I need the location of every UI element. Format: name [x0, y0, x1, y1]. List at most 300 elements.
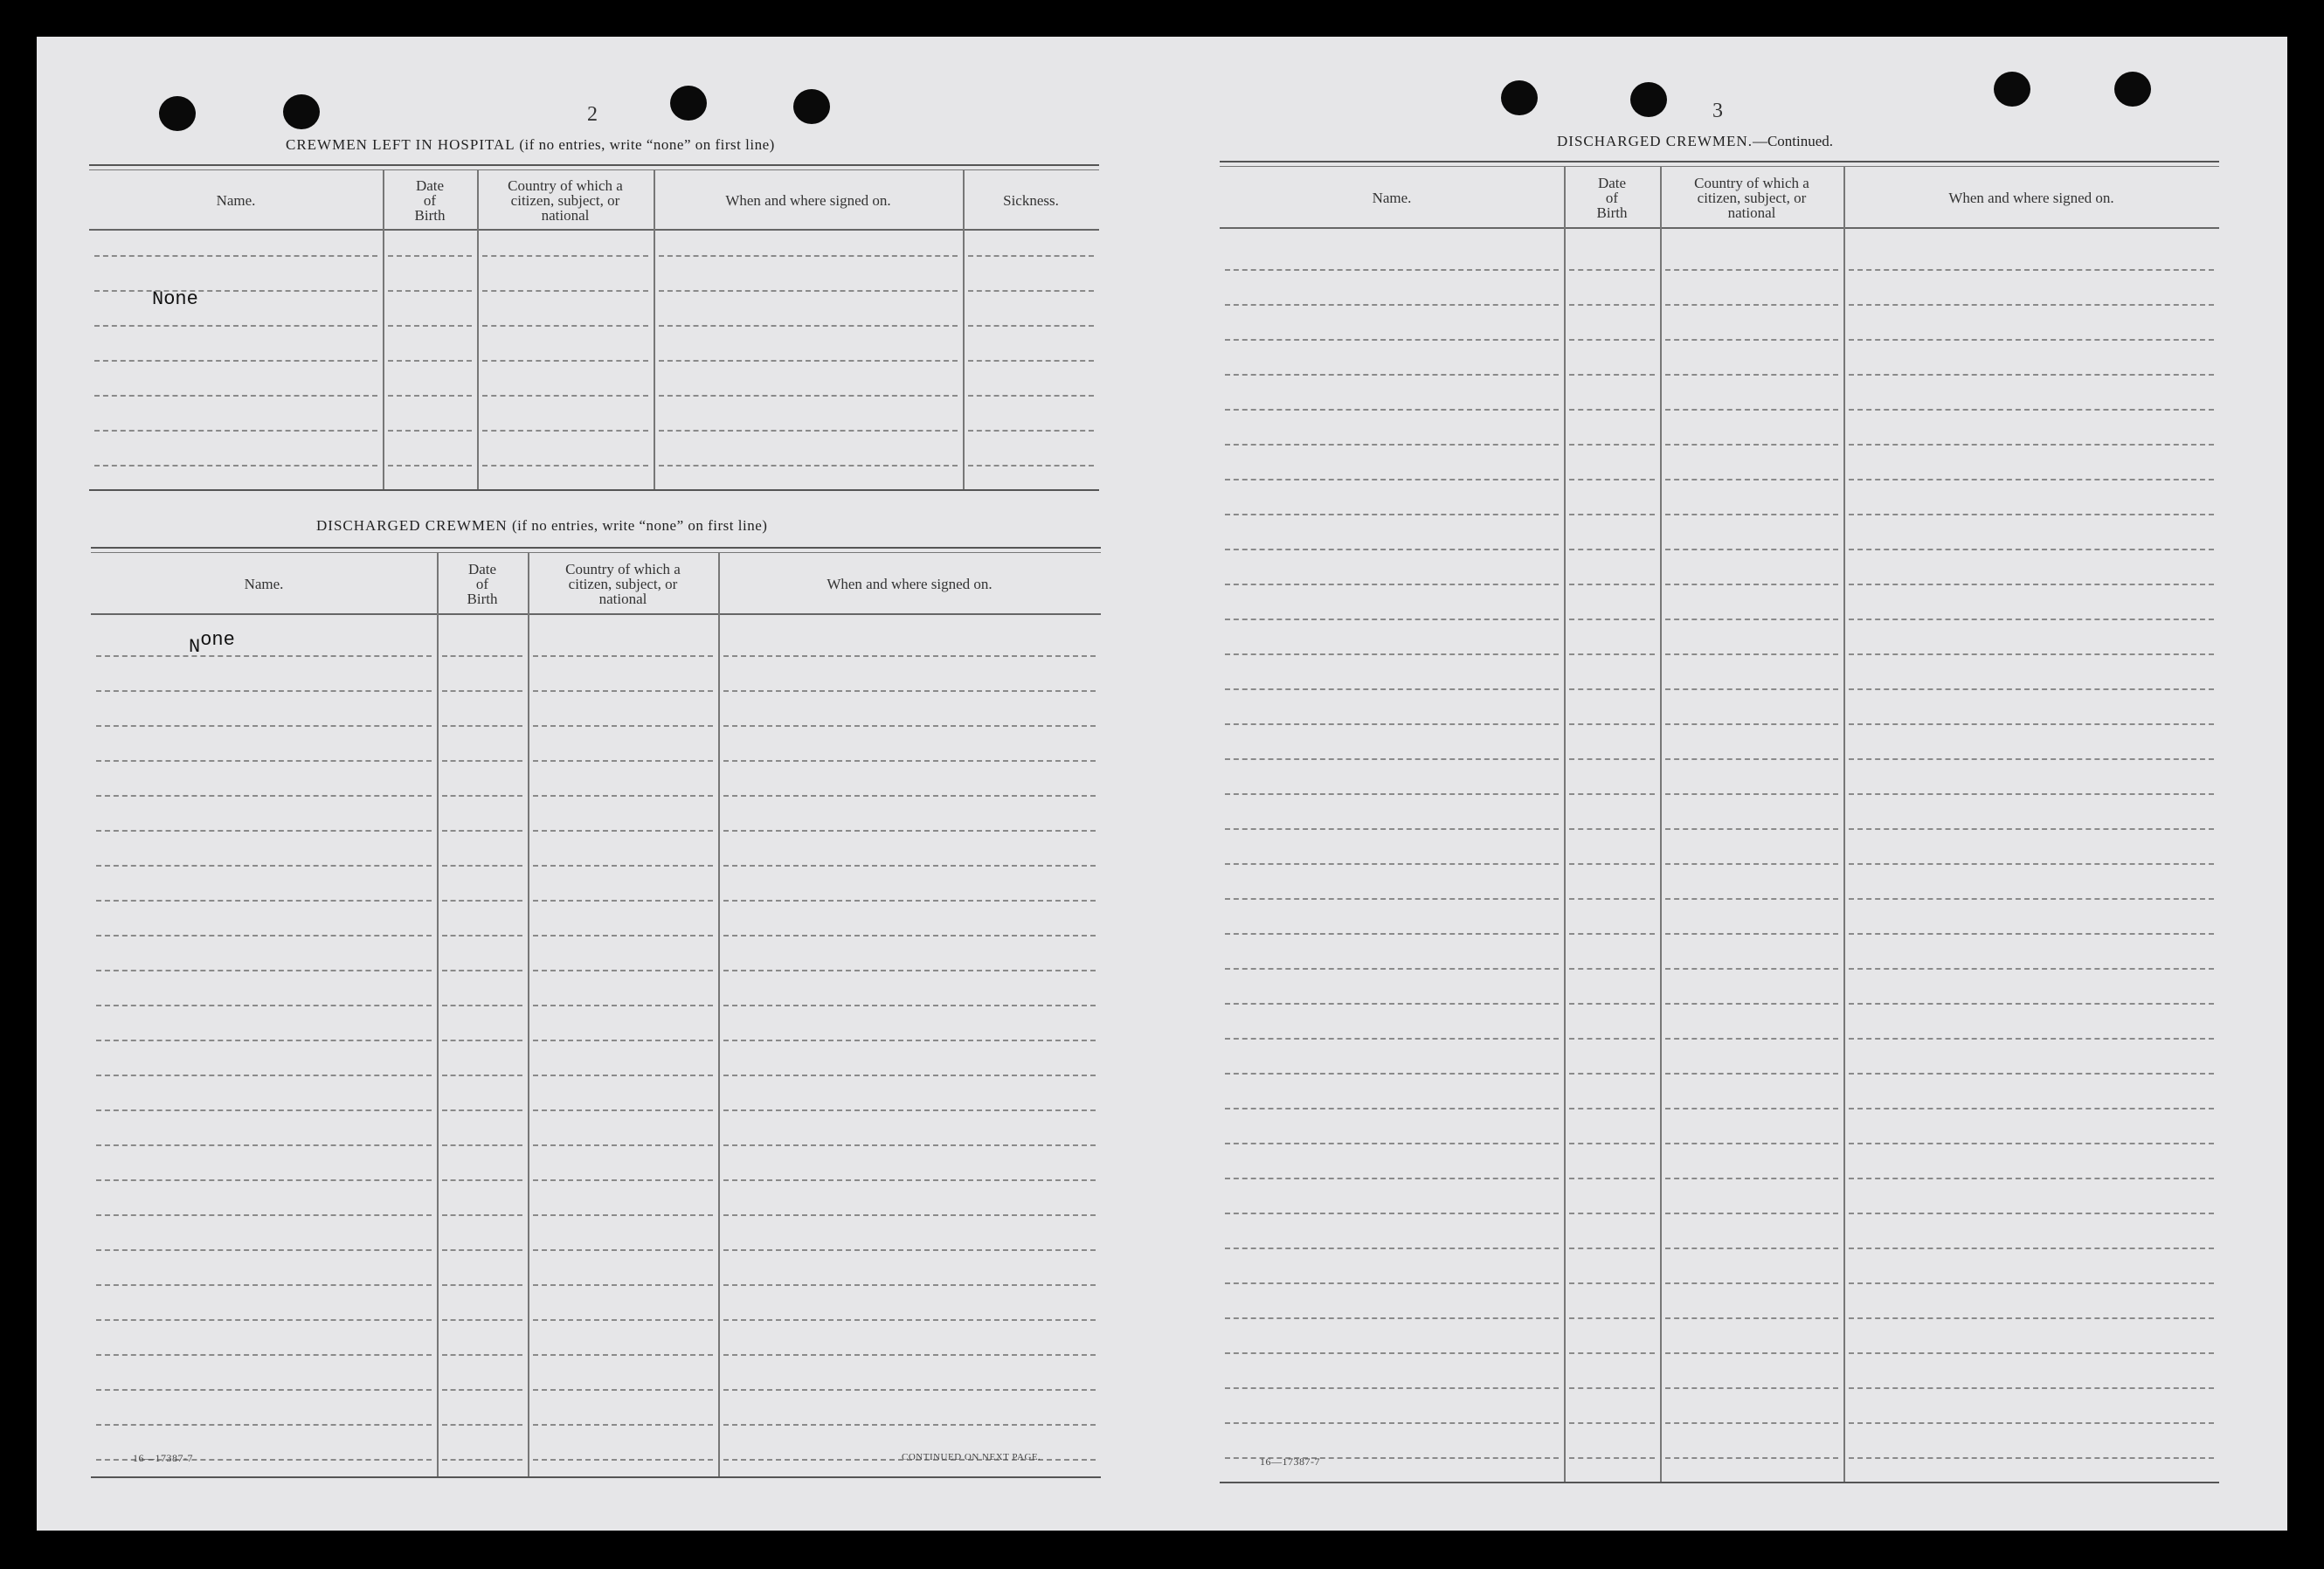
ruled-line — [1665, 968, 1838, 970]
ruled-line — [482, 430, 648, 432]
ruled-line — [723, 1214, 1096, 1216]
ruled-line — [533, 1459, 713, 1461]
entry-rest: one — [200, 629, 235, 651]
ruled-line — [659, 430, 958, 432]
ruled-line — [1569, 514, 1655, 515]
ruled-line — [1665, 339, 1838, 341]
hospital-table — [89, 164, 1099, 493]
ruled-line — [533, 795, 713, 797]
ruled-line — [1225, 863, 1559, 865]
ruled-line — [1569, 1387, 1655, 1389]
ruled-line — [442, 795, 522, 797]
hospital-title-main: CREWMEN LEFT IN HOSPITAL — [286, 136, 515, 153]
ruled-line — [1849, 1457, 2214, 1459]
ruled-line — [723, 1284, 1096, 1286]
ruled-line — [1849, 1213, 2214, 1214]
ruled-line — [1225, 549, 1559, 550]
punch-hole — [1630, 82, 1667, 117]
ruled-line — [533, 900, 713, 902]
ruled-line — [442, 1459, 522, 1461]
ruled-line — [1225, 828, 1559, 830]
ruled-line — [1849, 688, 2214, 690]
col-header-date-of-birth: Date of Birth — [414, 176, 446, 224]
ruled-line — [442, 760, 522, 762]
footer-form-code-right: 16—17387-7 — [1260, 1455, 1320, 1468]
ruled-line — [1225, 1387, 1559, 1389]
ruled-line — [96, 970, 432, 971]
ruled-line — [1569, 653, 1655, 655]
ruled-line — [1225, 933, 1559, 935]
ruled-line — [96, 1075, 432, 1076]
ruled-line — [442, 1179, 522, 1181]
ruled-line — [1225, 1352, 1559, 1354]
ruled-line — [1665, 688, 1838, 690]
ruled-line — [1569, 1108, 1655, 1109]
ruled-line — [1569, 1457, 1655, 1459]
ruled-line — [96, 655, 432, 657]
ruled-line — [96, 1179, 432, 1181]
ruled-line — [533, 1005, 713, 1006]
ruled-line — [533, 1040, 713, 1041]
hospital-entry-name: None — [152, 288, 198, 310]
ruled-line — [1849, 549, 2214, 550]
ruled-line — [442, 1249, 522, 1251]
ruled-line — [1665, 723, 1838, 725]
ruled-line — [1665, 1143, 1838, 1144]
ruled-line — [1569, 304, 1655, 306]
ruled-line — [1569, 374, 1655, 376]
ruled-line — [1569, 863, 1655, 865]
ruled-line — [1665, 304, 1838, 306]
ruled-line — [94, 255, 377, 257]
ruled-line — [1849, 479, 2214, 480]
ruled-line — [533, 1354, 713, 1356]
ruled-line — [968, 395, 1094, 397]
punch-hole — [1994, 72, 2030, 107]
ruled-line — [482, 290, 648, 292]
ruled-line — [1569, 1213, 1655, 1214]
ruled-line — [388, 360, 472, 362]
ruled-line — [659, 255, 958, 257]
ruled-line — [533, 655, 713, 657]
ruled-line — [96, 1144, 432, 1146]
ruled-line — [96, 1040, 432, 1041]
ruled-line — [1225, 514, 1559, 515]
ruled-line — [94, 325, 377, 327]
ruled-line — [96, 935, 432, 937]
ruled-line — [723, 865, 1096, 867]
ruled-line — [96, 1109, 432, 1111]
ruled-line — [1849, 1352, 2214, 1354]
ruled-line — [442, 1284, 522, 1286]
ruled-line — [1665, 653, 1838, 655]
ruled-line — [1569, 1178, 1655, 1179]
ruled-line — [1665, 1457, 1838, 1459]
col-header-signed-on: When and where signed on. — [827, 575, 993, 592]
punch-hole — [2114, 72, 2151, 107]
ruled-line — [1225, 444, 1559, 446]
ruled-line — [442, 1354, 522, 1356]
ruled-line — [723, 900, 1096, 902]
punch-hole — [159, 96, 196, 131]
ruled-line — [442, 1144, 522, 1146]
ruled-line — [442, 1040, 522, 1041]
ruled-line — [1665, 1038, 1838, 1040]
discharged-entry-name — [189, 629, 235, 658]
ruled-line — [96, 760, 432, 762]
ruled-line — [442, 970, 522, 971]
ruled-line — [659, 360, 958, 362]
ruled-line — [1225, 339, 1559, 341]
ruled-line — [1225, 1317, 1559, 1319]
ruled-line — [1225, 758, 1559, 760]
discharged-title-note: (if no entries, write “none” on first line) — [511, 517, 768, 534]
ruled-line — [442, 1214, 522, 1216]
ruled-line — [533, 970, 713, 971]
ruled-line — [1849, 1248, 2214, 1249]
col-header-signed-on: When and where signed on. — [1948, 189, 2114, 206]
ruled-line — [1849, 1387, 2214, 1389]
ruled-line — [1849, 374, 2214, 376]
ruled-line — [1849, 304, 2214, 306]
ruled-line — [388, 290, 472, 292]
ruled-line — [96, 1284, 432, 1286]
ruled-line — [442, 690, 522, 692]
ruled-line — [1665, 1003, 1838, 1005]
ruled-line — [96, 1424, 432, 1426]
col-header-signed-on: When and where signed on. — [725, 191, 891, 209]
discharged-table-continued — [1220, 161, 2219, 1485]
ruled-line — [723, 760, 1096, 762]
punch-hole — [1501, 80, 1538, 115]
ruled-line — [968, 290, 1094, 292]
ruled-line — [1665, 793, 1838, 795]
ruled-line — [723, 1040, 1096, 1041]
ruled-line — [442, 865, 522, 867]
ruled-line — [1665, 758, 1838, 760]
col-header-name: Name. — [244, 575, 284, 592]
ruled-line — [1665, 514, 1838, 515]
ruled-line — [1665, 1282, 1838, 1284]
ruled-line — [1849, 898, 2214, 900]
ruled-line — [659, 290, 958, 292]
ruled-line — [1225, 653, 1559, 655]
ruled-line — [94, 430, 377, 432]
ruled-line — [442, 1389, 522, 1391]
ruled-line — [1225, 1108, 1559, 1109]
ruled-line — [1849, 269, 2214, 271]
ruled-line — [1665, 1073, 1838, 1075]
ruled-line — [1225, 409, 1559, 411]
right-title-main: DISCHARGED CREWMEN. — [1557, 133, 1753, 149]
ruled-line — [1569, 828, 1655, 830]
ruled-line — [1849, 1422, 2214, 1424]
ruled-line — [1665, 409, 1838, 411]
ruled-line — [1569, 1352, 1655, 1354]
ruled-line — [533, 1389, 713, 1391]
ruled-line — [1665, 863, 1838, 865]
ruled-line — [533, 1075, 713, 1076]
ruled-line — [482, 325, 648, 327]
ruled-line — [1225, 584, 1559, 585]
ruled-line — [94, 465, 377, 467]
ruled-line — [1849, 933, 2214, 935]
ruled-line — [1225, 269, 1559, 271]
ruled-line — [723, 830, 1096, 832]
ruled-line — [1225, 688, 1559, 690]
ruled-line — [723, 690, 1096, 692]
col-header-date-of-birth: Date of Birth — [467, 560, 498, 607]
ruled-line — [1665, 898, 1838, 900]
ruled-line — [659, 395, 958, 397]
ruled-line — [723, 795, 1096, 797]
ruled-line — [533, 1109, 713, 1111]
ruled-line — [1569, 1282, 1655, 1284]
ruled-line — [533, 690, 713, 692]
ruled-line — [533, 1214, 713, 1216]
ruled-line — [1849, 1282, 2214, 1284]
ruled-line — [1665, 1108, 1838, 1109]
ruled-line — [388, 255, 472, 257]
ruled-line — [533, 1424, 713, 1426]
ruled-line — [723, 1249, 1096, 1251]
ruled-line — [1225, 1422, 1559, 1424]
col-header-name: Name. — [216, 191, 256, 209]
ruled-line — [388, 325, 472, 327]
ruled-line — [533, 1179, 713, 1181]
ruled-line — [1569, 758, 1655, 760]
col-header-country: Country of which a citizen, subject, or national — [508, 176, 623, 224]
ruled-line — [1225, 304, 1559, 306]
ruled-line — [1569, 898, 1655, 900]
ruled-line — [1569, 1317, 1655, 1319]
col-header-country: Country of which a citizen, subject, or national — [565, 560, 681, 607]
ruled-line — [1849, 339, 2214, 341]
ruled-line — [723, 1354, 1096, 1356]
ruled-line — [1849, 1073, 2214, 1075]
ruled-line — [533, 1319, 713, 1321]
ruled-line — [723, 1179, 1096, 1181]
ruled-line — [723, 725, 1096, 727]
ruled-line — [1665, 1178, 1838, 1179]
ruled-line — [1849, 828, 2214, 830]
ruled-line — [659, 465, 958, 467]
ruled-line — [1665, 1248, 1838, 1249]
ruled-line — [1225, 1213, 1559, 1214]
ruled-line — [1665, 933, 1838, 935]
ruled-line — [723, 1109, 1096, 1111]
ruled-line — [442, 1424, 522, 1426]
ruled-line — [94, 290, 377, 292]
ruled-line — [533, 1284, 713, 1286]
ruled-line — [1569, 1073, 1655, 1075]
ruled-line — [723, 1424, 1096, 1426]
ruled-line — [1849, 758, 2214, 760]
ruled-line — [1665, 828, 1838, 830]
ruled-line — [968, 360, 1094, 362]
ruled-line — [1569, 479, 1655, 480]
ruled-line — [1665, 1387, 1838, 1389]
ruled-line — [1225, 898, 1559, 900]
ruled-line — [1569, 339, 1655, 341]
ruled-line — [533, 830, 713, 832]
col-header-date-of-birth: Date of Birth — [1596, 174, 1628, 221]
ruled-line — [482, 255, 648, 257]
ruled-line — [1849, 793, 2214, 795]
ruled-line — [442, 830, 522, 832]
ruled-line — [659, 325, 958, 327]
ruled-line — [1665, 1422, 1838, 1424]
ruled-line — [968, 465, 1094, 467]
ruled-line — [1569, 269, 1655, 271]
ruled-line — [1849, 444, 2214, 446]
ruled-line — [1849, 1317, 2214, 1319]
ruled-line — [1665, 479, 1838, 480]
ruled-line — [968, 430, 1094, 432]
ruled-line — [442, 900, 522, 902]
punch-hole — [793, 89, 830, 124]
ruled-line — [1849, 1038, 2214, 1040]
ruled-line — [1849, 723, 2214, 725]
ruled-line — [1849, 1003, 2214, 1005]
ruled-line — [96, 1214, 432, 1216]
ruled-line — [1849, 1108, 2214, 1109]
ruled-line — [1569, 1422, 1655, 1424]
discharged-title-main: DISCHARGED CREWMEN — [316, 517, 508, 534]
ruled-line — [1569, 793, 1655, 795]
ruled-line — [1225, 1073, 1559, 1075]
ruled-line — [1849, 584, 2214, 585]
ruled-line — [1225, 968, 1559, 970]
col-header-name: Name. — [1372, 189, 1412, 206]
ruled-line — [96, 1319, 432, 1321]
footer-form-code-left: 16—17387-7 — [133, 1452, 193, 1464]
ruled-line — [723, 1389, 1096, 1391]
ruled-line — [723, 970, 1096, 971]
ruled-line — [1225, 1248, 1559, 1249]
ruled-line — [723, 655, 1096, 657]
ruled-line — [388, 395, 472, 397]
ruled-line — [1569, 933, 1655, 935]
ruled-line — [1849, 1178, 2214, 1179]
hospital-section-title — [286, 136, 775, 154]
ruled-line — [1665, 444, 1838, 446]
ruled-line — [388, 430, 472, 432]
ruled-line — [96, 1354, 432, 1356]
ruled-line — [968, 255, 1094, 257]
punch-hole — [283, 94, 320, 129]
ruled-line — [1225, 723, 1559, 725]
ruled-line — [442, 1075, 522, 1076]
ruled-line — [96, 1005, 432, 1006]
ruled-line — [1569, 968, 1655, 970]
punch-hole — [670, 86, 707, 121]
ruled-line — [1665, 374, 1838, 376]
ruled-line — [96, 1389, 432, 1391]
ruled-line — [723, 1319, 1096, 1321]
ruled-line — [533, 935, 713, 937]
ruled-line — [442, 935, 522, 937]
ruled-line — [1569, 1003, 1655, 1005]
ruled-line — [723, 935, 1096, 937]
ruled-line — [1849, 968, 2214, 970]
ruled-line — [96, 865, 432, 867]
ruled-line — [1665, 269, 1838, 271]
ruled-line — [1225, 619, 1559, 620]
ruled-line — [482, 360, 648, 362]
ruled-line — [1569, 1143, 1655, 1144]
page-number-left: 2 — [587, 103, 598, 126]
ruled-line — [1569, 549, 1655, 550]
ruled-line — [1849, 409, 2214, 411]
ruled-line — [1569, 444, 1655, 446]
ruled-line — [1849, 863, 2214, 865]
ruled-line — [533, 1249, 713, 1251]
ruled-line — [1225, 1003, 1559, 1005]
ruled-line — [1569, 723, 1655, 725]
ruled-line — [723, 1075, 1096, 1076]
footer-continued: CONTINUED ON NEXT PAGE. — [902, 1452, 1041, 1462]
page-number-right: 3 — [1712, 100, 1723, 122]
ruled-line — [1225, 479, 1559, 480]
ruled-line — [442, 725, 522, 727]
ruled-line — [442, 1005, 522, 1006]
ruled-line — [1665, 584, 1838, 585]
ruled-line — [1569, 584, 1655, 585]
ruled-line — [1665, 1352, 1838, 1354]
ruled-line — [1665, 1213, 1838, 1214]
ruled-line — [482, 395, 648, 397]
ruled-line — [94, 395, 377, 397]
ruled-line — [96, 690, 432, 692]
ruled-line — [1849, 619, 2214, 620]
col-header-sickness: Sickness. — [1003, 191, 1059, 209]
ruled-line — [723, 1005, 1096, 1006]
discharged-section-title — [316, 517, 767, 535]
ruled-line — [96, 830, 432, 832]
ruled-line — [1569, 1248, 1655, 1249]
ruled-line — [1225, 793, 1559, 795]
ruled-line — [1849, 1143, 2214, 1144]
ruled-line — [533, 760, 713, 762]
col-header-country: Country of which a citizen, subject, or national — [1694, 174, 1809, 221]
ruled-line — [96, 1249, 432, 1251]
ruled-line — [1225, 374, 1559, 376]
ruled-line — [1225, 1038, 1559, 1040]
ruled-line — [96, 900, 432, 902]
ruled-line — [1665, 549, 1838, 550]
ruled-line — [533, 865, 713, 867]
ruled-line — [1665, 619, 1838, 620]
ruled-line — [96, 725, 432, 727]
ruled-line — [1665, 1317, 1838, 1319]
ruled-line — [1225, 1282, 1559, 1284]
ruled-line — [1225, 1178, 1559, 1179]
discharged-table-left — [91, 547, 1101, 1480]
ruled-line — [1849, 653, 2214, 655]
ruled-line — [442, 1319, 522, 1321]
ruled-line — [723, 1144, 1096, 1146]
right-section-title — [1557, 133, 1833, 150]
ruled-line — [968, 325, 1094, 327]
ruled-line — [96, 795, 432, 797]
entry-initial: N — [189, 636, 201, 658]
ruled-line — [442, 655, 522, 657]
ruled-line — [1569, 619, 1655, 620]
ruled-line — [388, 465, 472, 467]
hospital-title-note: (if no entries, write “none” on first line) — [519, 136, 775, 153]
ruled-line — [1849, 514, 2214, 515]
